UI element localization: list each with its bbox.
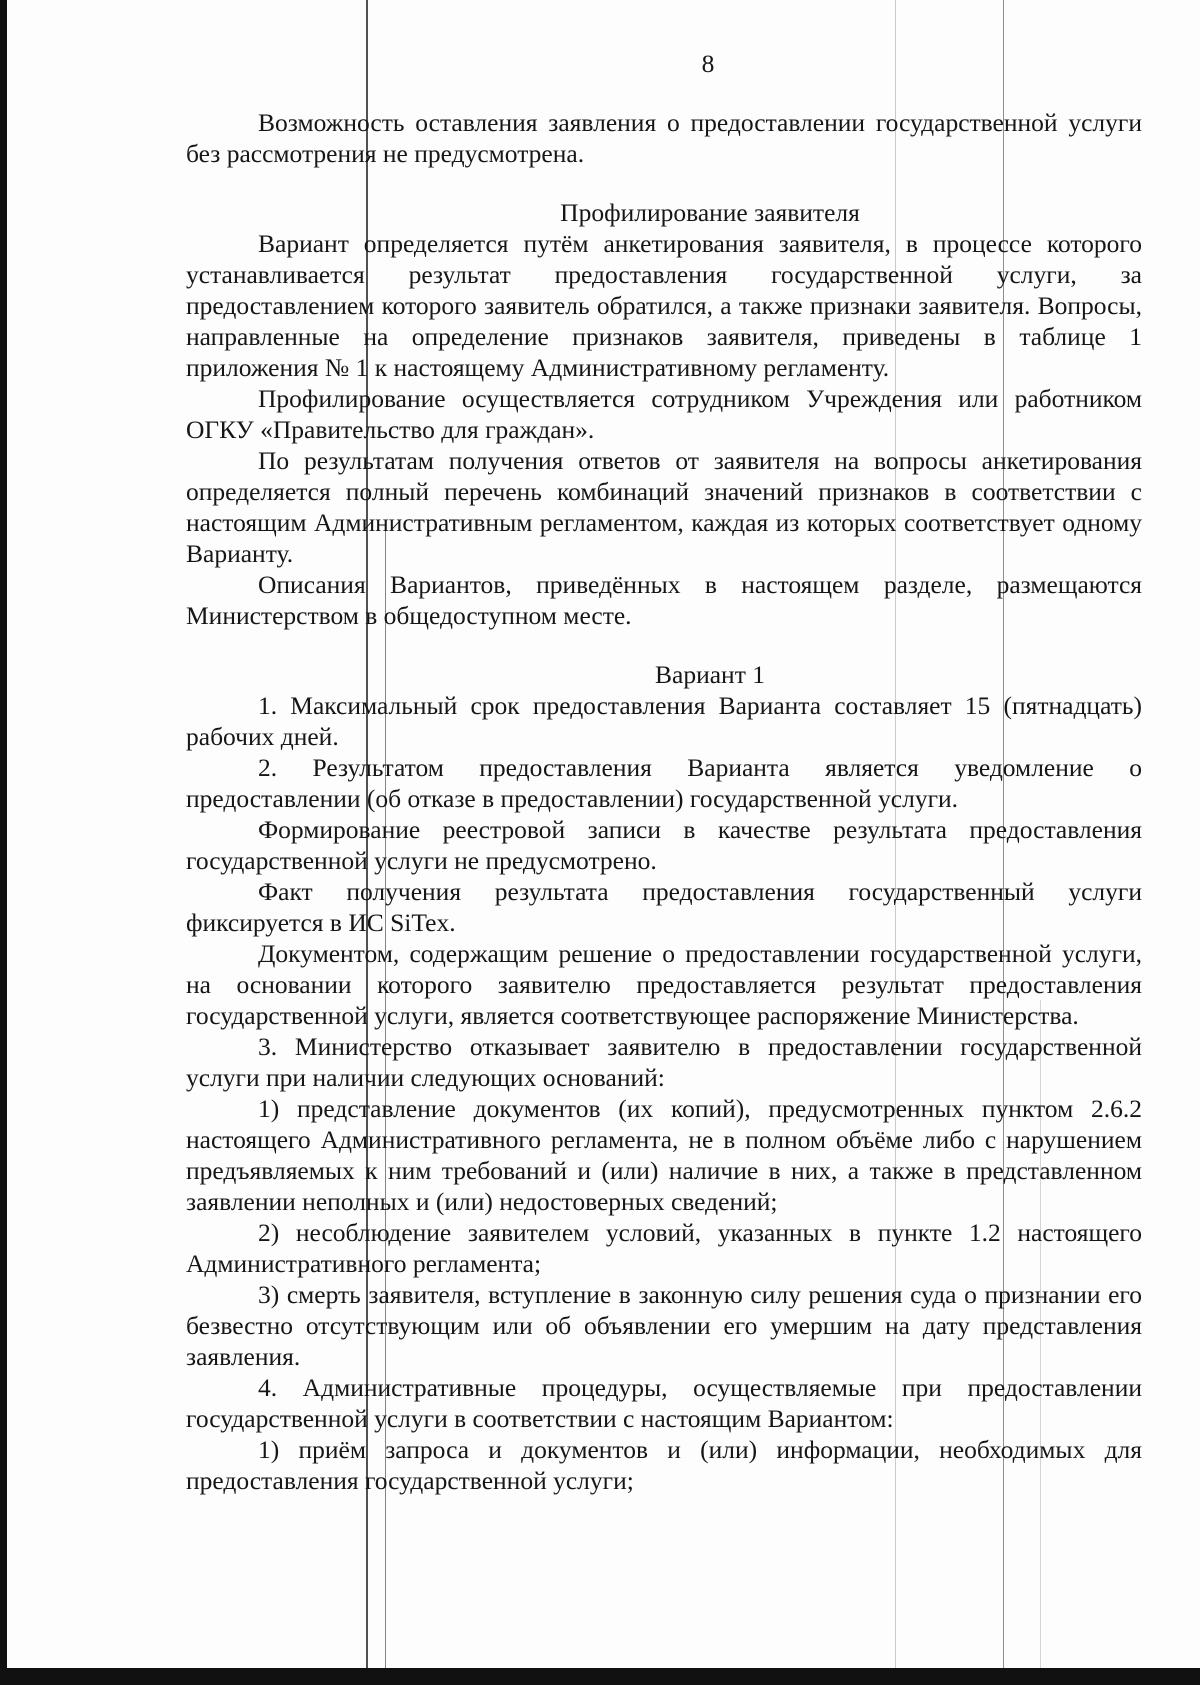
paragraph: 1) приём запроса и документов и (или) информации, необходимых для предоставления государственной услуги;	[186, 1435, 1142, 1495]
paragraph: 3. Министерство отказывает заявителю в предоставлении государственной услуги при наличии следующих оснований:	[186, 1032, 1142, 1092]
paragraph: 2. Результатом предоставления Варианта является уведомление о предоставлении (об отказе в предоставлении) государственной услуги.	[186, 753, 1142, 813]
paragraph: Факт получения результата предоставления государственный услуги фиксируется в ИС SiTex.	[186, 877, 1142, 937]
paragraph: По результатам получения ответов от заявителя на вопросы анкетирования определяется полный перечень комбинаций значений признаков в соответствии с настоящим Административным регламентом, каждая из которых соответствует одному Варианту.	[186, 446, 1142, 568]
paragraph: 1) представление документов (их копий), предусмотренных пунктом 2.6.2 настоящего Административного регламента, не в полном объёме либо с нарушением предъявляемых к ним требований и (или) наличие в них, а также в представленном заявлении неполных и (или) недостоверных сведений;	[186, 1094, 1142, 1216]
paragraph: Документом, содержащим решение о предоставлении государственной услуги, на основании которого заявителю предоставляется результат предоставления государственной услуги, является соответствующее распоряжение Министерства.	[186, 939, 1142, 1030]
section-heading: Профилирование заявителя	[560, 198, 860, 227]
section-heading: Вариант 1	[655, 660, 765, 689]
page-number: 8	[701, 49, 715, 78]
scan-left-border	[0, 0, 7, 1685]
paragraph: 2) несоблюдение заявителем условий, указанных в пункте 1.2 настоящего Административного регламента;	[186, 1218, 1142, 1278]
paragraph: 4. Административные процедуры, осуществляемые при предоставлении государственной услуги в соответствии с настоящим Вариантом:	[186, 1373, 1142, 1433]
paragraph: 1. Максимальный срок предоставления Варианта составляет 15 (пятнадцать) рабочих дней.	[186, 691, 1142, 751]
paragraph: Профилирование осуществляется сотрудником Учреждения или работником ОГКУ «Правительство для граждан».	[186, 384, 1142, 444]
paragraph: 3) смерть заявителя, вступление в законную силу решения суда о признании его безвестно отсутствующим или об объявлении его умершим на дату представления заявления.	[186, 1280, 1142, 1371]
document-body	[186, 48, 1142, 1496]
paragraph: Возможность оставления заявления о предоставлении государственной услуги без рассмотрения не предусмотрена.	[186, 108, 1142, 168]
scan-bottom-border	[0, 1668, 1200, 1685]
paragraph: Формирование реестровой записи в качестве результата предоставления государственной услуги не предусмотрено.	[186, 815, 1142, 875]
paragraph: Описания Вариантов, приведённых в настоящем разделе, размещаются Министерством в общедоступном месте.	[186, 570, 1142, 630]
paragraph: Вариант определяется путём анкетирования заявителя, в процессе которого устанавливается результат предоставления государственной услуги, за предоставлением которого заявитель обратился, а также признаки заявителя. Вопросы, направленные на определение признаков заявителя, приведены в таблице 1 приложения № 1 к настоящему Административному регламенту.	[186, 229, 1142, 382]
